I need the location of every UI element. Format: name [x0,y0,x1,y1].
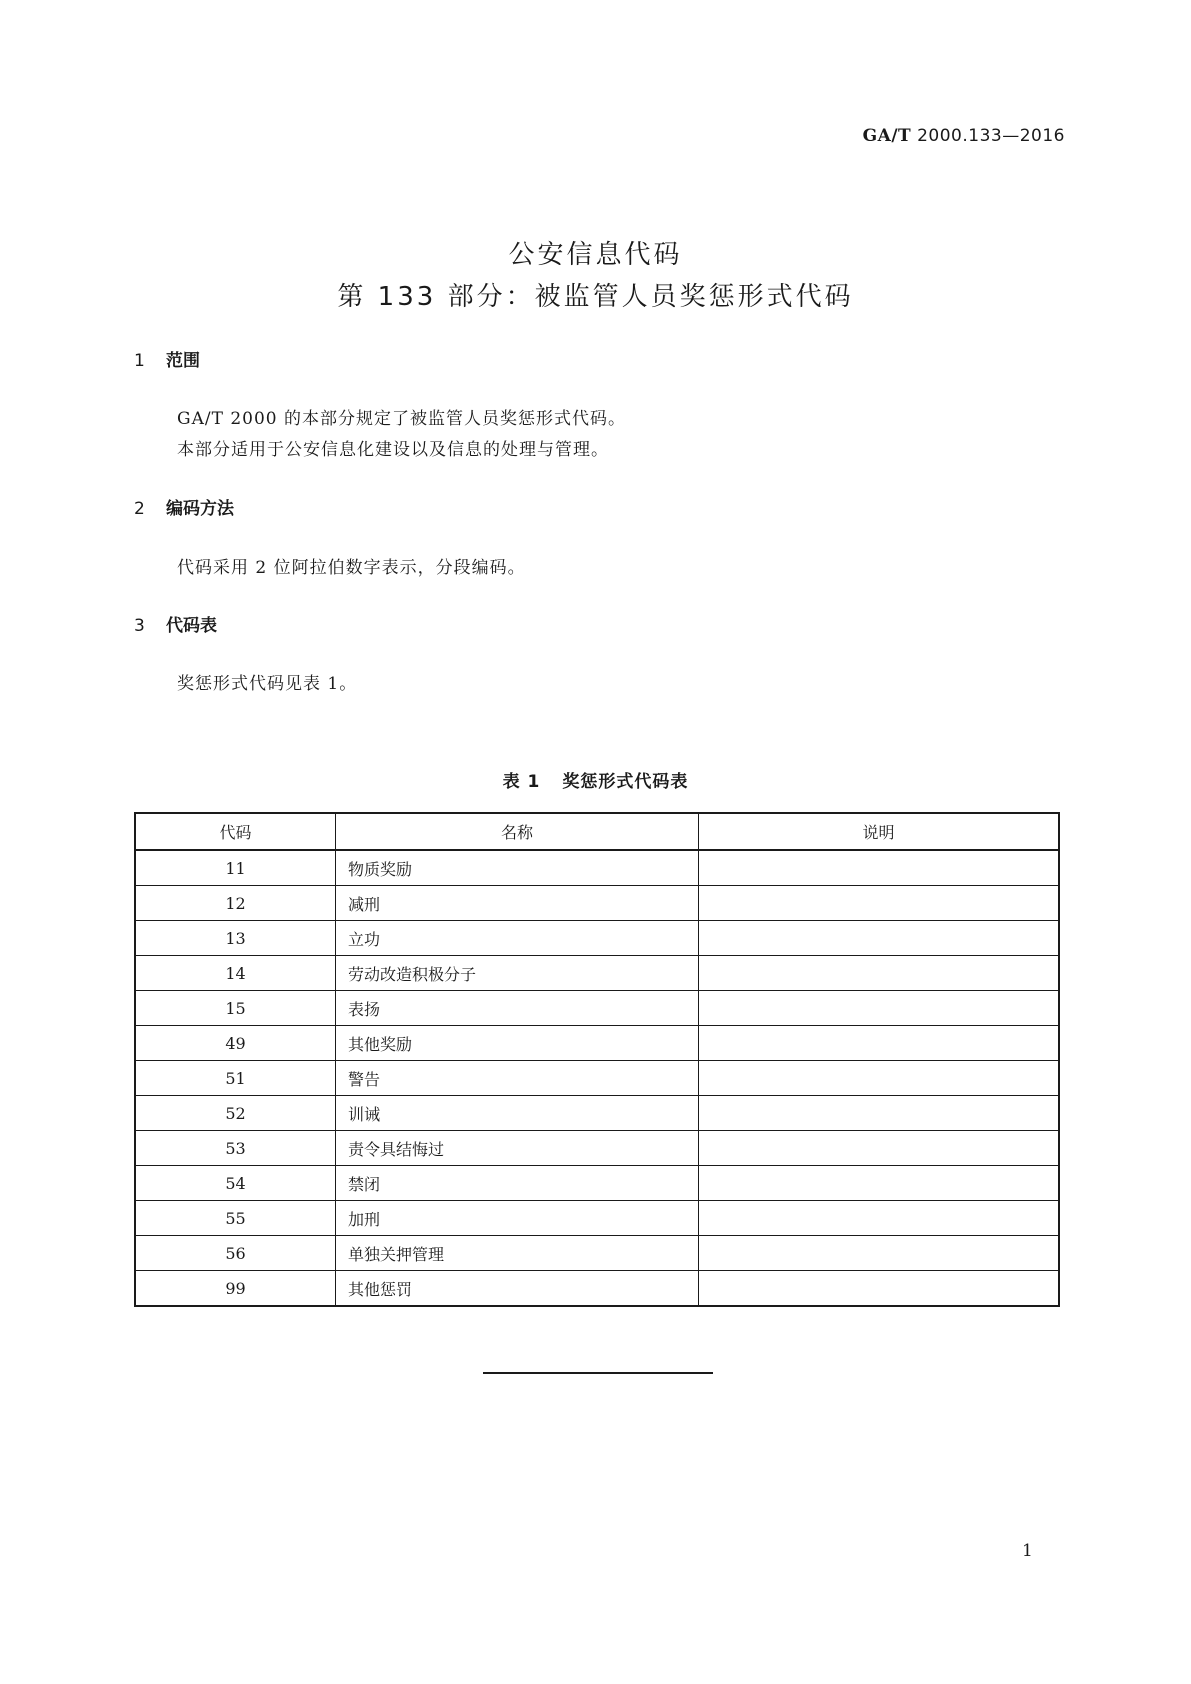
cell-note [699,1166,1060,1201]
table-header-row [135,813,1059,850]
table-row [135,1166,1059,1201]
standard-code: 2000.133—2016 [917,126,1065,146]
cell-code: 52 [135,1096,336,1131]
cell-note [699,1061,1060,1096]
cell-name: 劳动改造积极分子 [336,956,699,991]
document-subtitle: 第 133 部分：被监管人员奖惩形式代码 [337,282,854,312]
table-caption-title: 奖惩形式代码表 [562,772,689,792]
cell-code: 15 [135,991,336,1026]
cell-note [699,1026,1060,1061]
paragraph: 本部分适用于公安信息化建设以及信息的处理与管理。 [177,440,609,460]
cell-note [699,1096,1060,1131]
table-row [135,886,1059,921]
standard-prefix: GA/T [862,126,912,146]
cell-note [699,850,1060,886]
section-title: 编码方法 [166,499,234,519]
cell-name: 责令具结悔过 [336,1131,699,1166]
table-row [135,956,1059,991]
section-3-heading [134,611,217,636]
cell-note [699,1201,1060,1236]
cell-code: 56 [135,1236,336,1271]
section-number: 3 [134,616,145,636]
section-title: 代码表 [166,616,217,636]
standard-number [863,126,1065,146]
cell-name: 禁闭 [336,1166,699,1201]
cell-name: 其他奖励 [336,1026,699,1061]
cell-name: 加刑 [336,1201,699,1236]
column-header-name: 名称 [336,813,699,850]
cell-code: 51 [135,1061,336,1096]
cell-name: 减刑 [336,886,699,921]
cell-code: 14 [135,956,336,991]
table-row [135,1201,1059,1236]
cell-note [699,991,1060,1026]
table-row [135,1131,1059,1166]
table-row [135,1236,1059,1271]
cell-note [699,1271,1060,1307]
document-title: 公安信息代码 [508,240,683,270]
cell-note [699,886,1060,921]
cell-code: 54 [135,1166,336,1201]
column-header-note: 说明 [699,813,1060,850]
section-number: 2 [134,499,145,519]
table-caption-label: 表 1 [502,772,541,792]
cell-code: 99 [135,1271,336,1307]
table-row [135,1096,1059,1131]
paragraph: 代码采用 2 位阿拉伯数字表示，分段编码。 [177,558,526,578]
table-row [135,1271,1059,1307]
cell-name: 警告 [336,1061,699,1096]
section-1-heading [134,346,200,371]
section-number: 1 [134,351,145,371]
paragraph: GA/T 2000 的本部分规定了被监管人员奖惩形式代码。 [177,409,626,429]
cell-name: 立功 [336,921,699,956]
cell-note [699,921,1060,956]
cell-name: 表扬 [336,991,699,1026]
paragraph: 奖惩形式代码见表 1。 [177,674,358,694]
cell-code: 49 [135,1026,336,1061]
cell-code: 12 [135,886,336,921]
section-title: 范围 [166,351,200,371]
cell-name: 训诫 [336,1096,699,1131]
column-header-code: 代码 [135,813,336,850]
cell-name: 其他惩罚 [336,1271,699,1307]
end-rule [483,1372,713,1374]
table-row [135,921,1059,956]
cell-note [699,1236,1060,1271]
cell-code: 55 [135,1201,336,1236]
cell-code: 11 [135,850,336,886]
table-caption [0,767,1191,792]
table-row [135,850,1059,886]
code-table [134,812,1060,1307]
table-row [135,1026,1059,1061]
section-2-heading [134,494,234,519]
cell-code: 53 [135,1131,336,1166]
cell-note [699,1131,1060,1166]
page-number: 1 [1022,1541,1033,1561]
cell-code: 13 [135,921,336,956]
cell-name: 单独关押管理 [336,1236,699,1271]
cell-name: 物质奖励 [336,850,699,886]
table-row [135,991,1059,1026]
cell-note [699,956,1060,991]
table-row [135,1061,1059,1096]
